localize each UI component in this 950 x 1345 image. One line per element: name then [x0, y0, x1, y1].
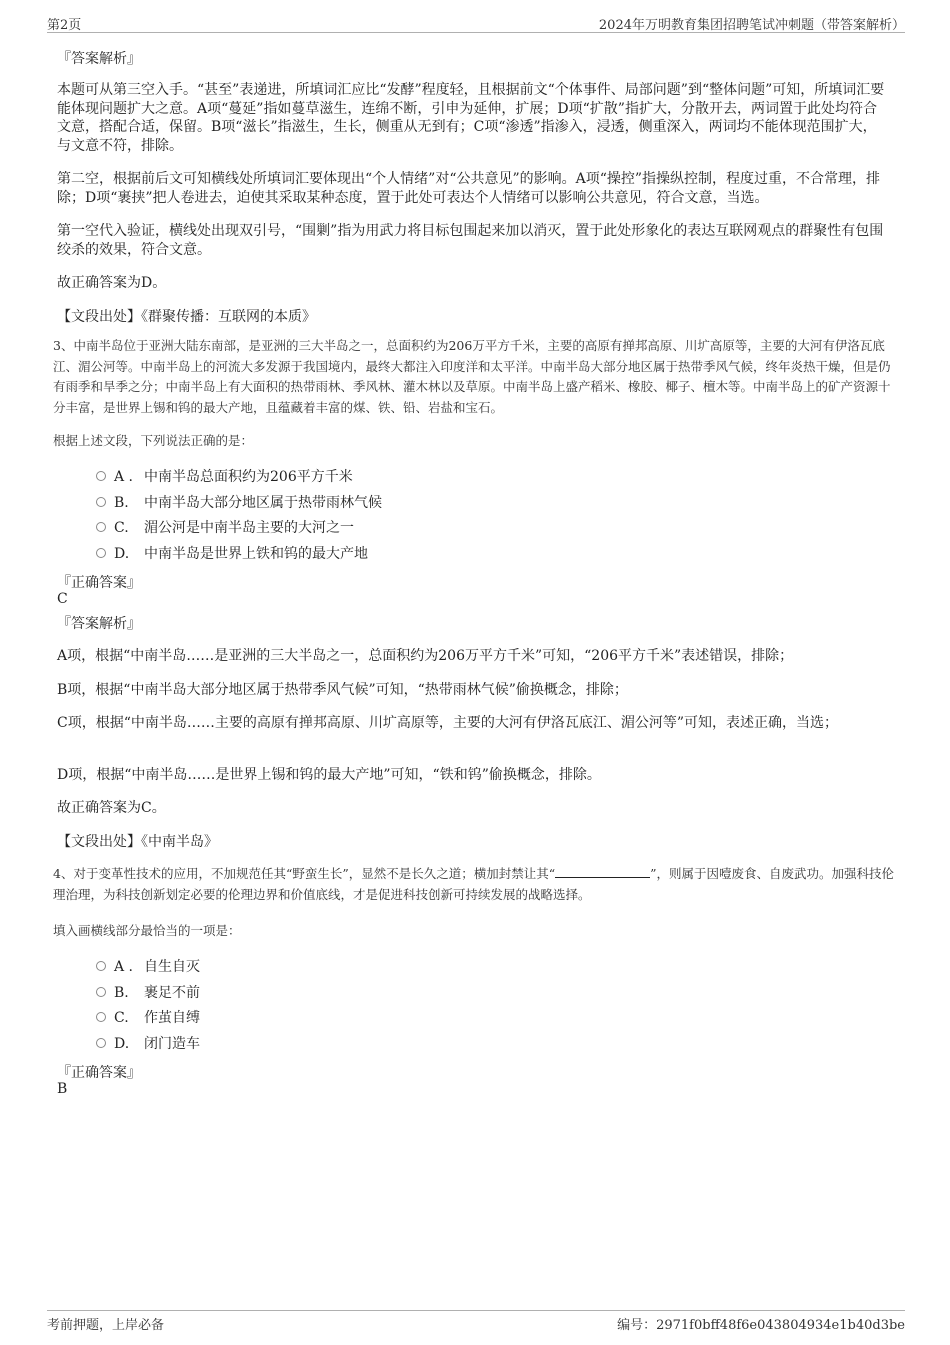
q4-option-d[interactable]: D. 闭门造车 — [96, 1033, 200, 1053]
q3-option-c[interactable]: C. 湄公河是中南半岛主要的大河之一 — [96, 517, 354, 537]
radio-button[interactable] — [96, 1038, 106, 1048]
q3-source: 【文段出处】《中南半岛》 — [57, 834, 218, 850]
q3-analysis-b: B项，根据“中南半岛大部分地区属于热带季风气候”可知，“热带雨林气候”偷换概念，排除； — [57, 682, 628, 698]
document-title: 2024年万明教育集团招聘笔试冲刺题（带答案解析） — [598, 18, 905, 33]
radio-button[interactable] — [96, 522, 106, 532]
radio-button[interactable] — [96, 1012, 106, 1022]
radio-button[interactable] — [96, 987, 106, 997]
q4-answer-label: 『正确答案』 — [57, 1065, 141, 1081]
q3-option-d[interactable]: D. 中南半岛是世界上铁和钨的最大产地 — [96, 543, 368, 563]
q4-prompt: 填入画横线部分最恰当的一项是： — [53, 923, 241, 938]
q2-source: 【文段出处】《群聚传播：互联网的本质》 — [57, 309, 316, 325]
q3-prompt: 根据上述文段，下列说法正确的是： — [53, 433, 254, 448]
page-header — [47, 12, 905, 33]
q3-analysis-label: 『答案解析』 — [57, 616, 141, 632]
q3-option-b[interactable]: B. 中南半岛大部分地区属于热带雨林气候 — [96, 492, 382, 512]
page-footer — [47, 1310, 905, 1333]
q4-stem: 4、对于变革性技术的应用，不加规范任其“野蛮生长”，显然不是长久之道；横加封禁让其“ ”，则属于因噎废食、自废武功。加强科技伦理治理，为科技创新划定必要的伦理边界和价值底线，才是促进科技创新可持续发展的战略选择。 — [53, 866, 895, 902]
q3-analysis-c: C项，根据“中南半岛……主要的高原有掸邦高原、川圹高原等，主要的大河有伊洛瓦底江、湄公河等”可知，表述正确，当选； — [57, 715, 839, 731]
q4-option-a[interactable]: A . 自生自灭 — [96, 956, 200, 976]
page-number: 第2页 — [47, 18, 82, 33]
q2-analysis-paragraph-3: 第一空代入验证，横线处出现双引号，“围剿”指为用武力将目标包围起来加以消灭，置于此处形象化的表达互联网观点的群聚性有包围绞杀的效果，符合文意。 — [57, 223, 884, 258]
q3-analysis-a: A项，根据“中南半岛……是亚洲的三大半岛之一，总面积约为206万平方千米”可知，“206平方千米”表述错误，排除； — [57, 648, 794, 664]
q3-conclusion: 故正确答案为C。 — [57, 800, 166, 816]
radio-button[interactable] — [96, 961, 106, 971]
q2-analysis-paragraph-1: 本题可从第三空入手。“甚至”表递进，所填词汇应比“发酵”程度轻，且根据前文“个体事件、局部问题”到“整体问题”可知，所填词汇要能体现问题扩大之意。A项“蔓延”指如蔓草滋生，连绵不断，引申为延伸，扩展；D项“扩散”指扩大，分散开去，两词置于此处均符合文意，搭配合适，保留。B项“滋长”指滋生，生长，侧重从无到有；C项“渗透”指渗入，浸透，侧重深入，两词均不能体现范围扩大，与文意不符，排除。 — [57, 82, 885, 154]
q2-conclusion: 故正确答案为D。 — [57, 275, 167, 291]
radio-button[interactable] — [96, 497, 106, 507]
q3-analysis-d: D项，根据“中南半岛……是世界上锡和钨的最大产地”可知，“铁和钨”偷换概念，排除。 — [57, 767, 601, 783]
q3-stem: 3、中南半岛位于亚洲大陆东南部，是亚洲的三大半岛之一，总面积约为206万平方千米，主要的高原有掸邦高原、川圹高原等，主要的大河有伊洛瓦底江、湄公河等。中南半岛上的河流大多发源于我国境内，最终大都注入印度洋和太平洋。中南半岛大部分地区属于热带季风气候，终年炎热干燥，但是仍有雨季和旱季之分；中南半岛上有大面积的热带雨林、季风林、灌木林以及草原。中南半岛上盛产稻米、橡胶、椰子、檀木等。中南半岛上的矿产资源十分丰富，是世界上锡和钨的最大产地，且蕴藏着丰富的煤、铁、铅、岩盐和宝石。 — [53, 338, 891, 415]
q2-analysis-label: 『答案解析』 — [57, 51, 141, 67]
q4-option-c[interactable]: C. 作茧自缚 — [96, 1007, 200, 1027]
fill-blank-line — [555, 865, 650, 878]
q4-answer: B — [57, 1081, 68, 1097]
q3-answer: C — [57, 591, 68, 607]
footer-slogan: 考前押题，上岸必备 — [47, 1318, 165, 1333]
document-id: 编号：2971f0bff48f6e043804934e1b40d3be — [617, 1318, 905, 1333]
radio-button[interactable] — [96, 471, 106, 481]
q2-analysis-paragraph-2: 第二空，根据前后文可知横线处所填词汇要体现出“个人情绪”对“公共意见”的影响。A项“操控”指操纵控制，程度过重，不合常理，排除；D项“裹挟”把人卷进去，迫使其采取某种态度，置于此处可表达个人情绪可以影响公共意见，符合文意，当选。 — [57, 171, 881, 206]
q4-option-b[interactable]: B. 裹足不前 — [96, 982, 200, 1002]
radio-button[interactable] — [96, 548, 106, 558]
q3-option-a[interactable]: A . 中南半岛总面积约为206平方千米 — [96, 466, 353, 486]
q3-answer-label: 『正确答案』 — [57, 575, 141, 591]
